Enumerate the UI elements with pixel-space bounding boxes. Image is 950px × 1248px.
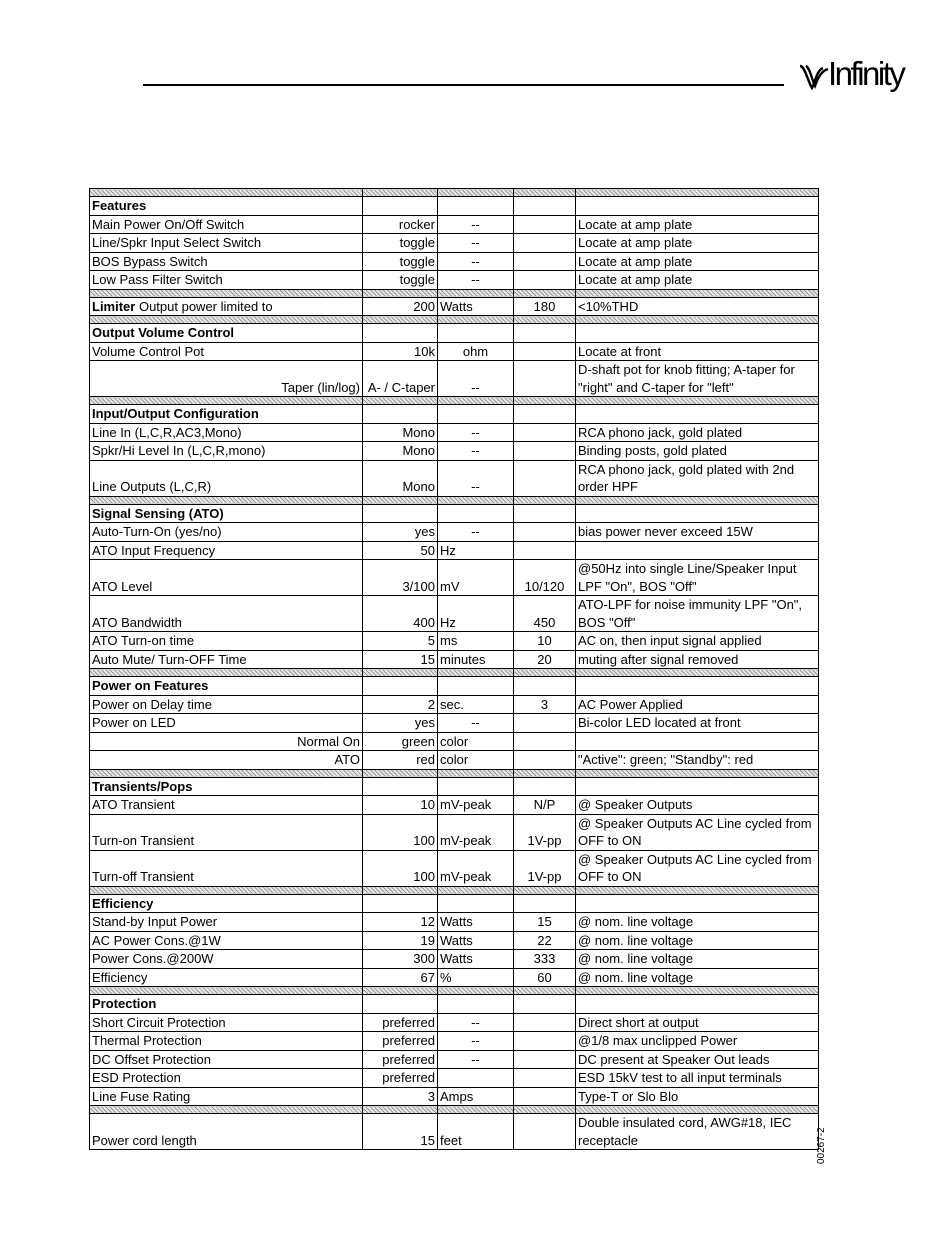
spec-value: 19 xyxy=(363,931,438,950)
spec-unit: mV-peak xyxy=(438,796,514,815)
spec-notes: @ nom. line voltage xyxy=(576,950,819,969)
section-separator xyxy=(90,669,819,677)
spec-value: yes xyxy=(363,523,438,542)
spec-label: ATO Transient xyxy=(90,796,363,815)
spec-value: preferred xyxy=(363,1050,438,1069)
spec-row xyxy=(90,850,819,886)
spec-notes: @ nom. line voltage xyxy=(576,931,819,950)
spec-row xyxy=(90,632,819,651)
spec-notes: Locate at amp plate xyxy=(576,252,819,271)
spec-label: Line/Spkr Input Select Switch xyxy=(90,234,363,253)
spec-value: preferred xyxy=(363,1069,438,1088)
spec-limit: 60 xyxy=(514,968,576,987)
section-title: Features xyxy=(90,197,363,216)
spec-unit: sec. xyxy=(438,695,514,714)
spec-notes: @ Speaker Outputs xyxy=(576,796,819,815)
spec-label: ATO Bandwidth xyxy=(90,596,363,632)
section-separator xyxy=(90,886,819,894)
spec-notes: @50Hz into single Line/Speaker Input LPF "On", BOS "Off" xyxy=(576,560,819,596)
spec-label: ATO Level xyxy=(90,560,363,596)
spec-limit: 450 xyxy=(514,596,576,632)
section-header-row xyxy=(90,677,819,696)
spec-unit: -- xyxy=(438,714,514,733)
section-header-row xyxy=(90,894,819,913)
section-header-row xyxy=(90,777,819,796)
spec-unit: mV-peak xyxy=(438,850,514,886)
infinity-swoosh-icon xyxy=(797,62,831,92)
spec-unit: Hz xyxy=(438,596,514,632)
section-title: Power on Features xyxy=(90,677,363,696)
spec-value: red xyxy=(363,751,438,770)
spec-limit xyxy=(514,423,576,442)
spec-notes: @1/8 max unclipped Power xyxy=(576,1032,819,1051)
spec-row xyxy=(90,271,819,290)
section-title: Input/Output Configuration xyxy=(90,405,363,424)
spec-limit: 3 xyxy=(514,695,576,714)
spec-limit: 10 xyxy=(514,632,576,651)
spec-notes: @ nom. line voltage xyxy=(576,968,819,987)
spec-row xyxy=(90,695,819,714)
spec-label: Low Pass Filter Switch xyxy=(90,271,363,290)
spec-value: green xyxy=(363,732,438,751)
section-title: Output Volume Control xyxy=(90,324,363,343)
spec-row xyxy=(90,297,819,316)
spec-row xyxy=(90,252,819,271)
brand-name: Infinity xyxy=(828,55,904,92)
spec-value: 300 xyxy=(363,950,438,969)
spec-notes: Direct short at output xyxy=(576,1013,819,1032)
spec-value: toggle xyxy=(363,234,438,253)
section-header-row xyxy=(90,324,819,343)
spec-limit: 15 xyxy=(514,913,576,932)
spec-notes: @ Speaker Outputs AC Line cycled from OFF to ON xyxy=(576,850,819,886)
spec-label: Efficiency xyxy=(90,968,363,987)
section-separator xyxy=(90,496,819,504)
spec-value: 3 xyxy=(363,1087,438,1106)
spec-notes: RCA phono jack, gold plated xyxy=(576,423,819,442)
spec-notes: D-shaft pot for knob fitting; A-taper for "right" and C-taper for "left" xyxy=(576,361,819,397)
spec-unit: Watts xyxy=(438,913,514,932)
spec-row xyxy=(90,423,819,442)
spec-value: Mono xyxy=(363,423,438,442)
spec-label: Power on Delay time xyxy=(90,695,363,714)
spec-unit: Watts xyxy=(438,297,514,316)
spec-label: Power on LED xyxy=(90,714,363,733)
spec-limit: 10/120 xyxy=(514,560,576,596)
spec-row xyxy=(90,714,819,733)
spec-label: AC Power Cons.@1W xyxy=(90,931,363,950)
section-separator xyxy=(90,1106,819,1114)
spec-notes: AC on, then input signal applied xyxy=(576,632,819,651)
spec-limit xyxy=(514,342,576,361)
spec-limit xyxy=(514,732,576,751)
spec-table-body xyxy=(90,189,819,1150)
spec-value: 200 xyxy=(363,297,438,316)
spec-row xyxy=(90,442,819,461)
spec-value: rocker xyxy=(363,215,438,234)
spec-value: Mono xyxy=(363,460,438,496)
spec-value: 15 xyxy=(363,650,438,669)
spec-label xyxy=(90,297,363,316)
brand-logo xyxy=(797,55,927,96)
spec-row xyxy=(90,1050,819,1069)
spec-row xyxy=(90,968,819,987)
section-header-row xyxy=(90,197,819,216)
spec-value: 400 xyxy=(363,596,438,632)
spec-row xyxy=(90,796,819,815)
spec-value: yes xyxy=(363,714,438,733)
spec-label: Line In (L,C,R,AC3,Mono) xyxy=(90,423,363,442)
spec-value: 67 xyxy=(363,968,438,987)
spec-row xyxy=(90,751,819,770)
spec-label: ESD Protection xyxy=(90,1069,363,1088)
spec-label: BOS Bypass Switch xyxy=(90,252,363,271)
spec-notes: Locate at amp plate xyxy=(576,234,819,253)
section-header-row xyxy=(90,995,819,1014)
section-title: Signal Sensing (ATO) xyxy=(90,504,363,523)
spec-notes: ATO-LPF for noise immunity LPF "On", BOS "Off" xyxy=(576,596,819,632)
document-code xyxy=(812,1128,840,1168)
spec-limit xyxy=(514,1114,576,1150)
section-separator xyxy=(90,316,819,324)
spec-row xyxy=(90,650,819,669)
section-separator xyxy=(90,189,819,197)
spec-limit: 22 xyxy=(514,931,576,950)
spec-value: Mono xyxy=(363,442,438,461)
spec-notes: Type-T or Slo Blo xyxy=(576,1087,819,1106)
spec-unit: -- xyxy=(438,361,514,397)
spec-row xyxy=(90,215,819,234)
spec-limit xyxy=(514,1087,576,1106)
spec-limit: 1V-pp xyxy=(514,850,576,886)
spec-unit: mV xyxy=(438,560,514,596)
spec-unit: -- xyxy=(438,1013,514,1032)
spec-unit: -- xyxy=(438,460,514,496)
spec-limit xyxy=(514,541,576,560)
spec-value: 10 xyxy=(363,796,438,815)
spec-label: Spkr/Hi Level In (L,C,R,mono) xyxy=(90,442,363,461)
spec-unit: -- xyxy=(438,523,514,542)
spec-row xyxy=(90,732,819,751)
document-code-text: 00267-2 xyxy=(816,1127,827,1164)
spec-label: Turn-on Transient xyxy=(90,814,363,850)
spec-notes xyxy=(576,541,819,560)
spec-label: Line Fuse Rating xyxy=(90,1087,363,1106)
spec-unit: color xyxy=(438,732,514,751)
spec-notes: Locate at amp plate xyxy=(576,215,819,234)
spec-value: preferred xyxy=(363,1013,438,1032)
spec-limit xyxy=(514,234,576,253)
spec-limit xyxy=(514,523,576,542)
spec-unit: -- xyxy=(438,442,514,461)
spec-value: toggle xyxy=(363,271,438,290)
spec-unit: Amps xyxy=(438,1087,514,1106)
spec-row xyxy=(90,460,819,496)
spec-notes: ESD 15kV test to all input terminals xyxy=(576,1069,819,1088)
spec-label-text: ATO xyxy=(334,752,360,767)
section-title: Transients/Pops xyxy=(90,777,363,796)
spec-limit xyxy=(514,1050,576,1069)
section-separator xyxy=(90,397,819,405)
spec-unit: feet xyxy=(438,1114,514,1150)
header-rule xyxy=(143,84,784,86)
spec-limit xyxy=(514,271,576,290)
spec-label: Power cord length xyxy=(90,1114,363,1150)
spec-label: Stand-by Input Power xyxy=(90,913,363,932)
spec-unit: ms xyxy=(438,632,514,651)
spec-notes: AC Power Applied xyxy=(576,695,819,714)
spec-notes: @ Speaker Outputs AC Line cycled from OFF to ON xyxy=(576,814,819,850)
spec-value: 15 xyxy=(363,1114,438,1150)
spec-notes: RCA phono jack, gold plated with 2nd order HPF xyxy=(576,460,819,496)
spec-label: Thermal Protection xyxy=(90,1032,363,1051)
section-title: Protection xyxy=(90,995,363,1014)
spec-row xyxy=(90,913,819,932)
spec-value: 50 xyxy=(363,541,438,560)
spec-row xyxy=(90,1069,819,1088)
spec-label: ATO Input Frequency xyxy=(90,541,363,560)
spec-value: 2 xyxy=(363,695,438,714)
spec-notes: "Active": green; "Standby": red xyxy=(576,751,819,770)
spec-label-bold: Limiter xyxy=(92,298,136,314)
spec-unit xyxy=(438,1069,514,1088)
spec-label: ATO Turn-on time xyxy=(90,632,363,651)
spec-value: 12 xyxy=(363,913,438,932)
spec-unit: -- xyxy=(438,215,514,234)
spec-row xyxy=(90,950,819,969)
spec-unit: mV-peak xyxy=(438,814,514,850)
spec-row xyxy=(90,234,819,253)
spec-unit: Watts xyxy=(438,950,514,969)
spec-label: Short Circuit Protection xyxy=(90,1013,363,1032)
spec-unit: ohm xyxy=(438,342,514,361)
spec-label xyxy=(90,751,363,770)
spec-row xyxy=(90,523,819,542)
spec-unit: Watts xyxy=(438,931,514,950)
spec-row xyxy=(90,596,819,632)
spec-limit xyxy=(514,361,576,397)
spec-limit xyxy=(514,1032,576,1051)
spec-limit: N/P xyxy=(514,796,576,815)
spec-notes: @ nom. line voltage xyxy=(576,913,819,932)
spec-row xyxy=(90,361,819,397)
spec-limit: 333 xyxy=(514,950,576,969)
spec-row xyxy=(90,342,819,361)
spec-value: 10k xyxy=(363,342,438,361)
spec-value: A- / C-taper xyxy=(363,361,438,397)
section-header-row xyxy=(90,405,819,424)
spec-limit xyxy=(514,252,576,271)
spec-row xyxy=(90,1114,819,1150)
spec-notes: Double insulated cord, AWG#18, IEC receptacle xyxy=(576,1114,819,1150)
spec-limit xyxy=(514,442,576,461)
spec-value: preferred xyxy=(363,1032,438,1051)
section-header-row xyxy=(90,504,819,523)
spec-row xyxy=(90,931,819,950)
spec-notes: DC present at Speaker Out leads xyxy=(576,1050,819,1069)
spec-unit: -- xyxy=(438,271,514,290)
spec-limit: 20 xyxy=(514,650,576,669)
spec-notes: muting after signal removed xyxy=(576,650,819,669)
spec-notes: <10%THD xyxy=(576,297,819,316)
section-separator xyxy=(90,289,819,297)
spec-limit xyxy=(514,460,576,496)
spec-row xyxy=(90,1013,819,1032)
spec-unit: -- xyxy=(438,234,514,253)
spec-value: 100 xyxy=(363,814,438,850)
spec-notes: bias power never exceed 15W xyxy=(576,523,819,542)
spec-notes: Bi-color LED located at front xyxy=(576,714,819,733)
spec-limit xyxy=(514,1069,576,1088)
spec-label: Line Outputs (L,C,R) xyxy=(90,460,363,496)
spec-value: toggle xyxy=(363,252,438,271)
spec-label: Turn-off Transient xyxy=(90,850,363,886)
section-title: Efficiency xyxy=(90,894,363,913)
spec-limit: 180 xyxy=(514,297,576,316)
spec-label: Main Power On/Off Switch xyxy=(90,215,363,234)
spec-table xyxy=(89,188,819,1150)
spec-unit: minutes xyxy=(438,650,514,669)
spec-limit xyxy=(514,751,576,770)
section-separator xyxy=(90,987,819,995)
spec-row xyxy=(90,1032,819,1051)
spec-label: Volume Control Pot xyxy=(90,342,363,361)
spec-label: DC Offset Protection xyxy=(90,1050,363,1069)
spec-unit: -- xyxy=(438,1050,514,1069)
spec-value: 100 xyxy=(363,850,438,886)
spec-notes: Binding posts, gold plated xyxy=(576,442,819,461)
spec-row xyxy=(90,814,819,850)
spec-limit xyxy=(514,1013,576,1032)
spec-label-text: Normal On xyxy=(297,733,360,749)
spec-unit: color xyxy=(438,751,514,770)
spec-row xyxy=(90,560,819,596)
spec-value: 5 xyxy=(363,632,438,651)
spec-label: Auto-Turn-On (yes/no) xyxy=(90,523,363,542)
spec-label xyxy=(90,361,363,397)
spec-row xyxy=(90,1087,819,1106)
spec-label: Auto Mute/ Turn-OFF Time xyxy=(90,650,363,669)
spec-label-text: Output power limited to xyxy=(135,298,273,314)
spec-row xyxy=(90,541,819,560)
spec-unit: -- xyxy=(438,423,514,442)
spec-label xyxy=(90,732,363,751)
spec-limit: 1V-pp xyxy=(514,814,576,850)
spec-label: Power Cons.@200W xyxy=(90,950,363,969)
spec-unit: % xyxy=(438,968,514,987)
spec-unit: -- xyxy=(438,252,514,271)
spec-notes: Locate at amp plate xyxy=(576,271,819,290)
spec-notes: Locate at front xyxy=(576,342,819,361)
spec-unit: -- xyxy=(438,1032,514,1051)
spec-limit xyxy=(514,215,576,234)
spec-notes xyxy=(576,732,819,751)
spec-value: 3/100 xyxy=(363,560,438,596)
spec-limit xyxy=(514,714,576,733)
spec-label-text: Taper (lin/log) xyxy=(281,379,360,395)
section-separator xyxy=(90,769,819,777)
spec-unit: Hz xyxy=(438,541,514,560)
